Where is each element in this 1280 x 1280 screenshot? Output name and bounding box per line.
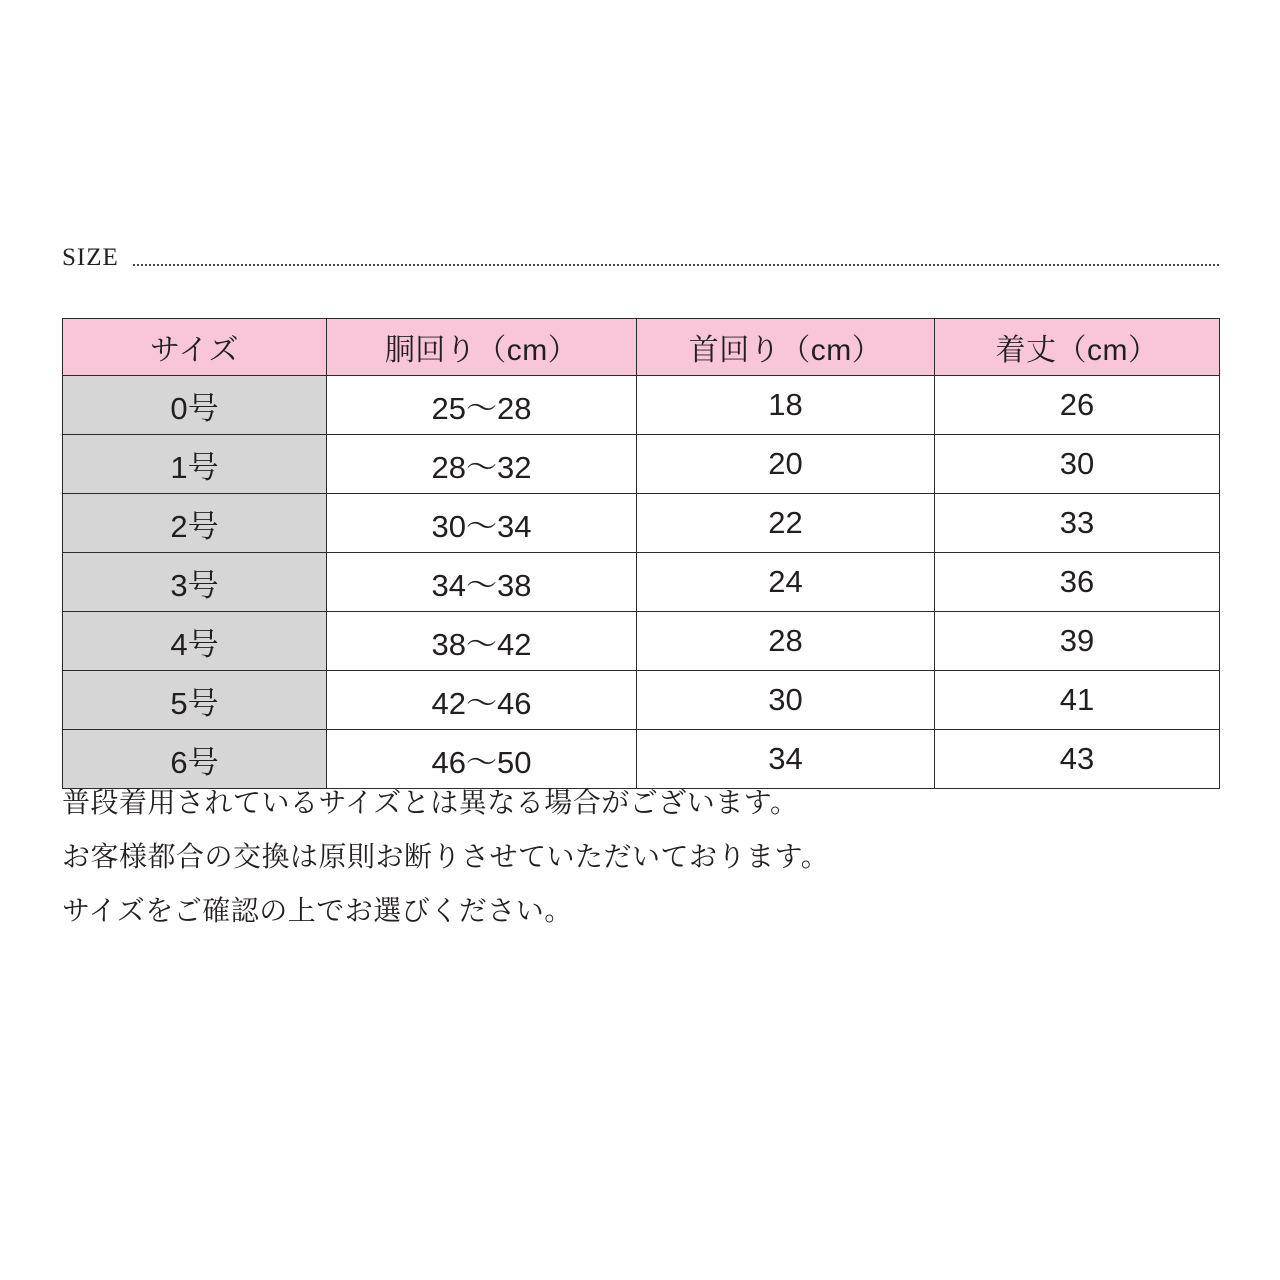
cell-length: 43 [935,730,1220,789]
cell-size: 0号 [63,376,327,435]
notes-block [62,776,1222,938]
cell-neck: 18 [637,376,935,435]
cell-neck: 24 [637,553,935,612]
column-header-chest: 胴回り（cm） [327,319,637,376]
cell-neck: 20 [637,435,935,494]
dotted-divider [133,264,1219,266]
size-table [62,318,1220,789]
cell-neck: 28 [637,612,935,671]
column-header-size: サイズ [63,319,327,376]
cell-length: 26 [935,376,1220,435]
table-row [63,612,1220,671]
table-header-row [63,319,1220,376]
note-line: お客様都合の交換は原則お断りさせていただいております。 [62,841,830,872]
cell-size: 2号 [63,494,327,553]
cell-length: 39 [935,612,1220,671]
cell-neck: 22 [637,494,935,553]
cell-size: 3号 [63,553,327,612]
cell-length: 30 [935,435,1220,494]
table-row [63,671,1220,730]
cell-length: 33 [935,494,1220,553]
cell-length: 36 [935,553,1220,612]
cell-size: 1号 [63,435,327,494]
cell-chest: 30〜34 [327,494,637,553]
cell-size: 5号 [63,671,327,730]
table-row [63,553,1220,612]
cell-length: 41 [935,671,1220,730]
cell-chest: 46〜50 [327,730,637,789]
column-header-neck: 首回り（cm） [637,319,935,376]
table-row [63,494,1220,553]
table-row [63,435,1220,494]
cell-size: 6号 [63,730,327,789]
cell-chest: 38〜42 [327,612,637,671]
size-heading-label: SIZE [62,244,119,271]
note-line: 普段着用されているサイズとは異なる場合がございます。 [62,787,799,818]
size-section-header [62,238,1219,272]
table-row [63,376,1220,435]
cell-size: 4号 [63,612,327,671]
cell-chest: 42〜46 [327,671,637,730]
cell-chest: 34〜38 [327,553,637,612]
cell-neck: 34 [637,730,935,789]
note-line: サイズをご確認の上でお選びください。 [62,895,573,926]
cell-chest: 28〜32 [327,435,637,494]
column-header-length: 着丈（cm） [935,319,1220,376]
cell-neck: 30 [637,671,935,730]
cell-chest: 25〜28 [327,376,637,435]
